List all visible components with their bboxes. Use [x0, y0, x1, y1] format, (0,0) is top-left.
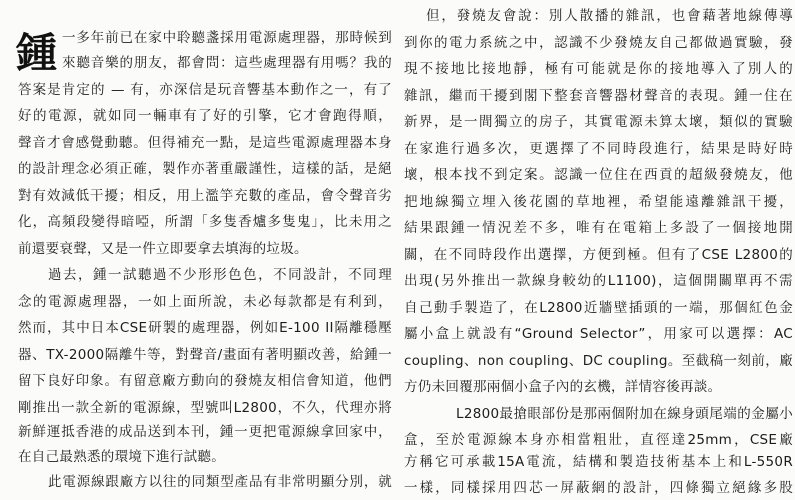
- paragraph-line: 結果跟鍾一情況差不多，唯有在電箱上多設了一個接地開: [404, 220, 793, 236]
- paragraph-line: 在自己最熟悉的環境下進行試聽。: [18, 449, 225, 465]
- paragraph-line: 在家進行過多次，更選擇了不同時段進行，結果是時好時: [404, 141, 793, 157]
- paragraph-line: 盒，至於電源線本身亦相當粗壯，直徑達25mm，CSE廠: [404, 432, 793, 448]
- paragraph-line: 屬小盒上就設有“Ground Selector”，用家可以選擇：AC: [404, 326, 793, 342]
- paragraph-line: 把地線獨立埋入後花園的草地裡，希望能遠離雜訊干擾，: [404, 194, 793, 210]
- paragraph-line: 壞，根本找不到定案。認識一位住在西貢的超級發燒友，他: [404, 167, 793, 183]
- paragraph-line: 但，發燒友會說：別人散播的雜訊，也會藉著地線傳導: [426, 8, 793, 24]
- paragraph-line: 過去，鍾一試聽過不少形形色色，不同設計，不同理: [48, 267, 392, 283]
- paragraph-line: 新鮮運抵香港的成品送到本刊，鍾一更把電源線拿回家中，: [18, 424, 392, 440]
- paragraph-line: 前還要衰聲，又是一件立即要拿去填海的垃圾。: [18, 241, 308, 257]
- paragraph-line: 留下良好印象。有留意廠方動向的發燒友相信會知道，他們: [18, 373, 392, 389]
- paragraph-line: 方稱它可承載15A電流，結構和製造技術基本上和L-550R: [404, 454, 793, 470]
- paragraph-line: 聲音才會感覺動聽。但得補充一點，是這些電源處理器本身: [18, 135, 392, 151]
- paragraph-line: 一多年前已在家中聆聽盞採用電源處理器，那時候到: [62, 30, 392, 46]
- paragraph-line: 此電源線跟廠方以往的同類型產品有非常明顯分別，就: [48, 474, 392, 490]
- paragraph-line: 關，在不同時段作出選擇，方便到極。但有了CSE L2800的: [404, 247, 793, 263]
- paragraph-line: 剛推出一款全新的電源線，型號叫L2800，不久，代理亦將: [18, 400, 392, 416]
- paragraph-line: 好的電源，就如同一輛車有了好的引擎，它才會跑得順，: [18, 108, 392, 124]
- paragraph-line: 念的電源處理器，一如上面所說，未必每款都是有利到，: [18, 294, 392, 310]
- paragraph-line: 化，高頻段變得暗啞，所謂「多隻香爐多隻鬼」，比未用之: [18, 214, 392, 230]
- paragraph-line: 到你的電力系統之中，認識不少發燒友自己都做過實驗，發: [404, 35, 793, 51]
- paragraph-line: 對有效減低干擾；相反，用上濫竽充數的產品，會令聲音劣: [18, 188, 392, 204]
- paragraph-line: 出現(另外推出一款線身較幼的L1100)，這個開關單再不需: [404, 273, 793, 289]
- drop-cap: 鍾: [16, 29, 57, 77]
- paragraph-line: 一樣，同樣採用四芯一屏蔽網的設計，四條獨立絕緣多股: [404, 480, 793, 496]
- paragraph-line: 新界，是一間獨立的房子，其實電源未算太壞，類似的實驗: [404, 114, 793, 130]
- paragraph-line: 然而，其中日本CSE研製的處理器，例如E-100 II隔離穩壓: [18, 320, 392, 336]
- paragraph-line: 雜訊，繼而干擾到閣下整套音響器材聲音的表現。鍾一住在: [404, 88, 793, 104]
- paragraph-line: 答案是肯定的 — 有，亦深信是玩音響基本動作之一，有了: [18, 82, 392, 98]
- paragraph-line: L2800最搶眼部份是那兩個附加在線身頭尾端的金屬小: [456, 406, 793, 422]
- paragraph-line: coupling、non coupling、DC coupling。至截稿一刻前，廠: [404, 353, 793, 369]
- paragraph-line: 方仍未回覆那兩個小盒子內的玄機，詳情容後再談。: [404, 379, 722, 395]
- paragraph-line: 現不接地比接地靜，極有可能就是你的接地導入了別人的: [404, 61, 793, 77]
- paragraph-line: 來聽音樂的朋友，都會問：這些處理器有用嗎？我的: [62, 55, 392, 71]
- paragraph-line: 器、TX-2000隔離牛等，對聲音/畫面有著明顯改善，給鍾一: [18, 347, 392, 363]
- paragraph-line: 的設計理念必須正確，製作亦著重嚴謹性，這樣的話，是絕: [18, 161, 392, 177]
- paragraph-line: 自己動手製造了，在L2800近牆壁插頭的一端，那個紅色金: [404, 300, 793, 316]
